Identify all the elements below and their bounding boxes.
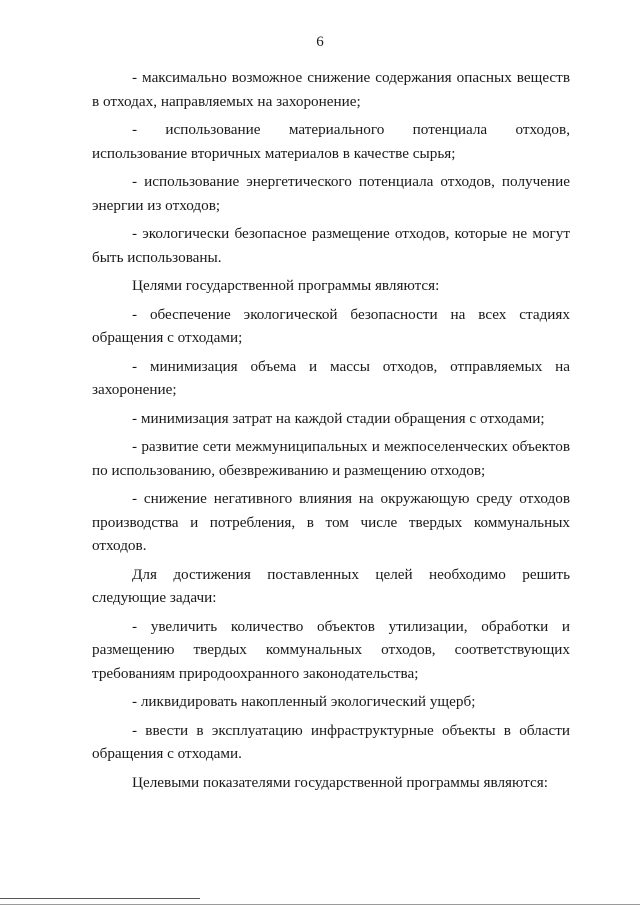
paragraph-indicators-heading: Целевыми показателями государственной программы являются: [132, 773, 548, 791]
paragraph-6: - обеспечение экологической безопасности на всех стадиях обращения с отходами; [92, 305, 570, 346]
page-number: 6 [316, 34, 324, 50]
paragraph-4: - экологически безопасное размещение отходов, которые не могут быть использованы. [92, 225, 570, 266]
document-body [92, 66, 570, 799]
paragraph-9: - развитие сети межмуниципальных и межпоселенческих объектов по использованию, обезвреживанию и размещению отходов; [92, 438, 570, 479]
paragraph-12: - увеличить количество объектов утилизации, обработки и размещению твердых коммунальных отходов, соответствующих требованиям природоохранного законодательства; [92, 617, 570, 682]
paragraph-2: - использование материального потенциала отходов, использование вторичных материалов в качестве сырья; [92, 121, 570, 162]
paragraph-8: - минимизация затрат на каждой стадии обращения с отходами; [132, 409, 545, 427]
paragraph-13: - ликвидировать накопленный экологический ущерб; [132, 693, 476, 710]
paragraph-3: - использование энергетического потенциала отходов, получение энергии из отходов; [92, 173, 570, 214]
paragraph-tasks-heading: Для достижения поставленных целей необходимо решить следующие задачи: [92, 565, 570, 606]
paragraph-7: - минимизация объема и массы отходов, отправляемых на захоронение; [92, 357, 570, 398]
scan-artifact-line [0, 898, 200, 899]
paragraph-10: - снижение негативного влияния на окружающую среду отходов производства и потребления, в том числе твердых коммунальных отходов. [92, 490, 570, 554]
paragraph-14: - ввести в эксплуатацию инфраструктурные объекты в области обращения с отходами. [92, 721, 570, 762]
paragraph-goals-heading: Целями государственной программы являются: [132, 277, 440, 294]
paragraph-1: - максимально возможное снижение содержания опасных веществ в отходах, направляемых на захоронение; [92, 69, 570, 110]
